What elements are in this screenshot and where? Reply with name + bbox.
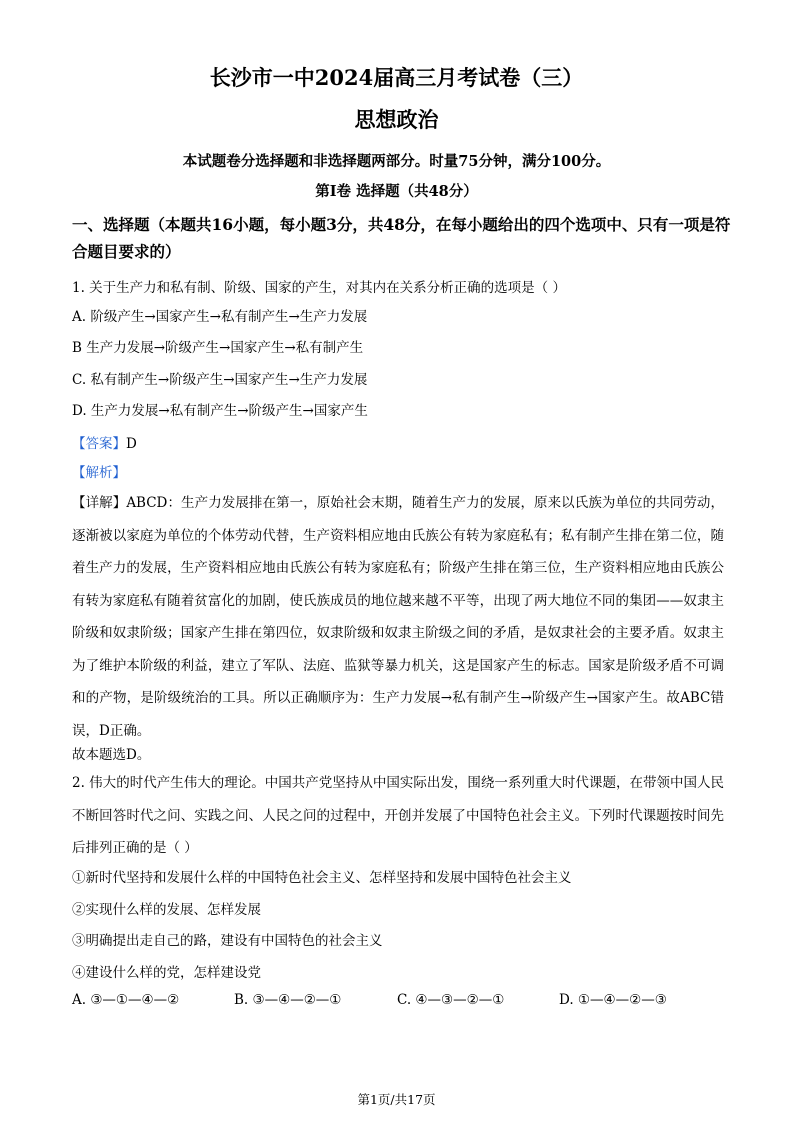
analysis-tag: 【解析】 bbox=[72, 465, 126, 481]
analysis-line bbox=[72, 461, 732, 481]
exam-title: 长沙市一中2024届高三月考试卷（三） bbox=[209, 65, 584, 90]
question-2-item-1: ①新时代坚持和发展什么样的中国特色社会主义、怎样坚持和发展中国特色社会主义 bbox=[72, 870, 572, 886]
question-1-option-a: A. 阶级产生→国家产生→私有制产生→生产力发展 bbox=[72, 309, 368, 325]
question-1-option-d: D. 生产力发展→私有制产生→阶级产生→国家产生 bbox=[72, 403, 368, 419]
section-heading: 一、选择题（本题共16小题，每小题3分，共48分，在每小题给出的四个选项中、只有一项是符合题目要求的） bbox=[72, 215, 731, 261]
question-2-option-a: A. ③—①—④—② bbox=[72, 992, 180, 1008]
question-2-item-2: ②实现什么样的发展、怎样发展 bbox=[72, 902, 261, 918]
question-1-conclusion: 故本题选D。 bbox=[72, 747, 151, 763]
subject-title: 思想政治 bbox=[354, 107, 439, 132]
answer-tag: 【答案】 bbox=[72, 436, 126, 452]
question-2-option-d: D. ①—④—②—③ bbox=[559, 992, 667, 1008]
detail-tag: 【详解】 bbox=[72, 495, 127, 511]
detail-paragraph bbox=[72, 487, 724, 747]
page-number: 第1页/共17页 bbox=[357, 1092, 436, 1107]
question-2-option-b: B. ③—④—②—① bbox=[234, 992, 342, 1008]
exam-instructions: 本试题卷分选择题和非选择题两部分。时量75分钟，满分100分。 bbox=[182, 153, 611, 170]
part-title: 第Ⅰ卷 选择题（共48分） bbox=[315, 183, 478, 200]
detail-text: ABCD：生产力发展排在第一，原始社会末期，随着生产力的发展，原来以氏族为单位的共同劳动，逐渐被以家庭为单位的个体劳动代替，生产资料相应地由氏族公有转为家庭私有；私有制产生排在第二位，随着生产力的发展，生产资料相应地由氏族公有转为家庭私有；阶级产生排在第三位，生产资料相应地由氏族公有转为家庭私有随着贫富化的加剧，使氏族成员的地位越来越不平等，出现了两大地位不同的集团——奴隶主阶级和奴隶阶级；国家产生排在第四位，奴隶阶级和奴隶主阶级之间的矛盾，是奴隶社会的主要矛盾。奴隶主为了维护本阶级的利益，建立了军队、法庭、监狱等暴力机关，这是国家产生的标志。国家是阶级矛盾不可调和的产物，是阶级统治的工具。所以正确顺序为：生产力发展→私有制产生→阶级产生→国家产生。故ABC错误，D正确。 bbox=[72, 495, 725, 739]
question-2-option-c: C. ④—③—②—① bbox=[397, 992, 505, 1008]
question-1-option-b: B 生产力发展→阶级产生→国家产生→私有制产生 bbox=[72, 340, 364, 356]
question-2-stem: 2. 伟大的时代产生伟大的理论。中国共产党坚持从中国实际出发，围绕一系列重大时代课题，在带领中国人民不断回答时代之问、实践之问、人民之问的过程中，开创并发展了中国特色社会主义。下列时代课题按时间先后排列正确的是（ ） bbox=[72, 775, 724, 856]
question-1-option-c: C. 私有制产生→阶级产生→国家产生→生产力发展 bbox=[72, 372, 368, 388]
question-2-item-4: ④建设什么样的党，怎样建设党 bbox=[72, 965, 261, 981]
answer-line bbox=[72, 432, 732, 452]
question-1-stem: 1. 关于生产力和私有制、阶级、国家的产生，对其内在关系分析正确的选项是（ ） bbox=[72, 280, 566, 296]
question-2-item-3: ③明确提出走自己的路，建设有中国特色的社会主义 bbox=[72, 933, 383, 949]
answer-value: D bbox=[126, 436, 137, 452]
